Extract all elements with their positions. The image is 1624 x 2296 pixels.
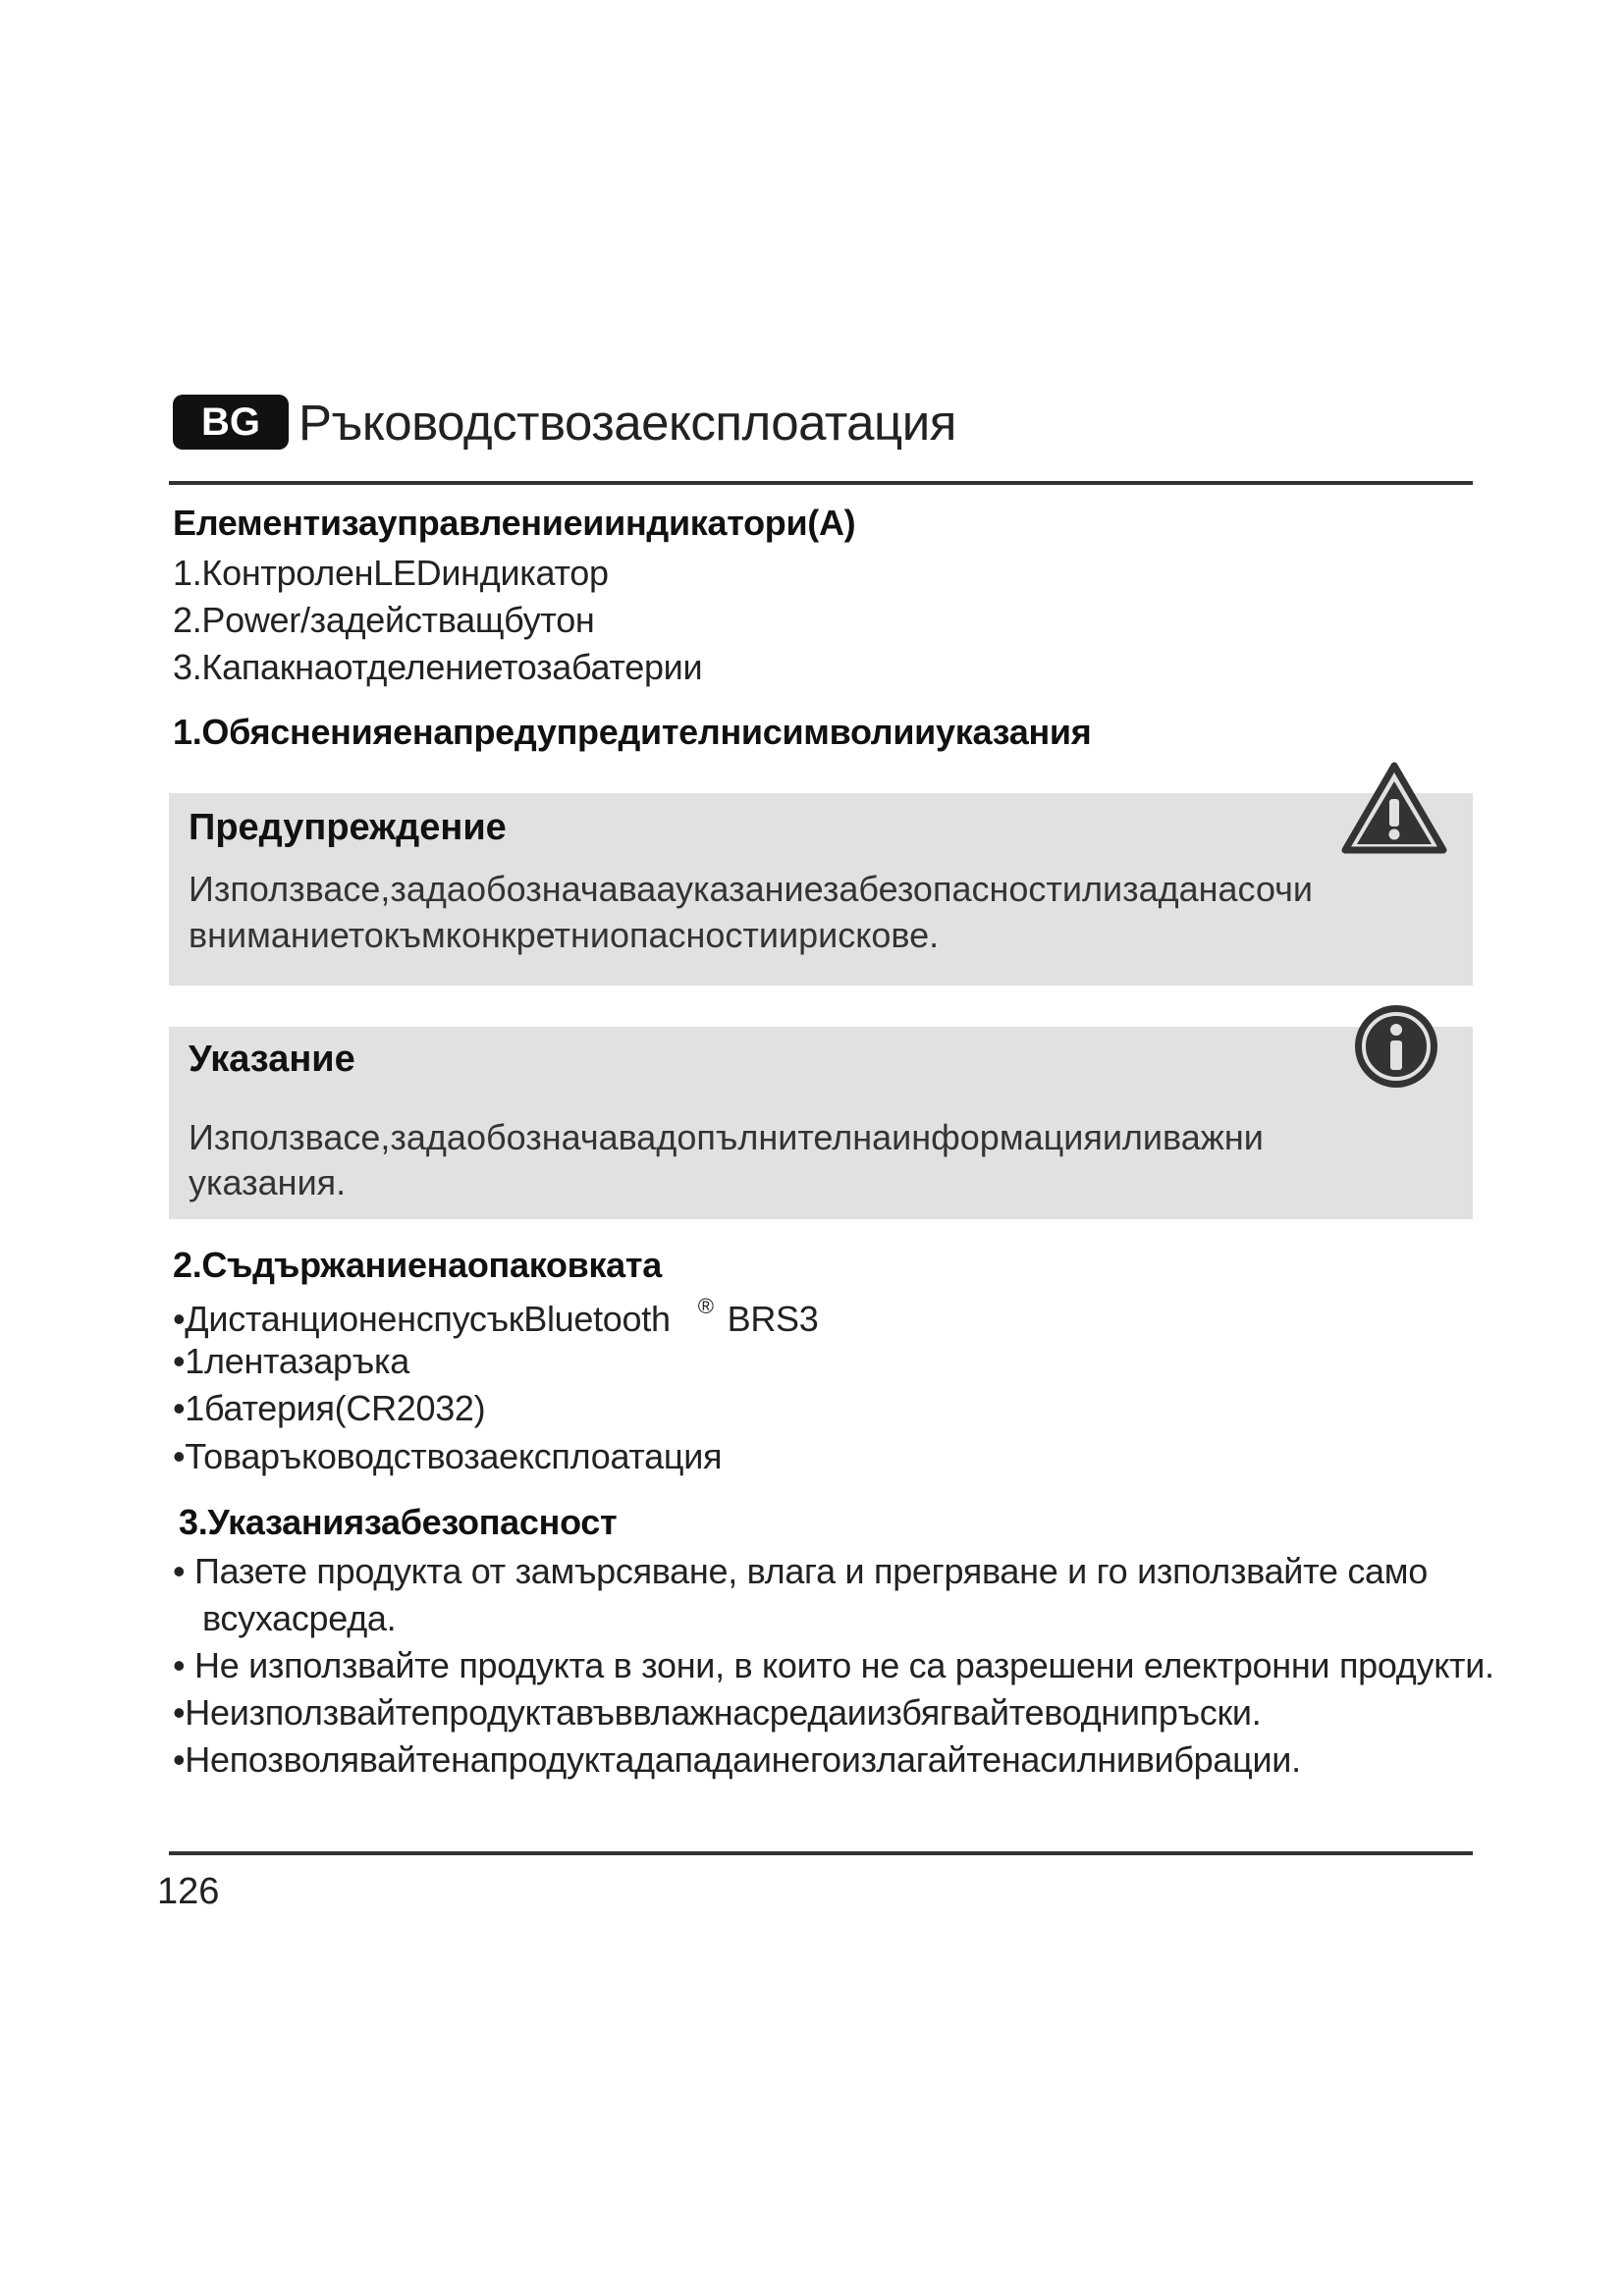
- note-line-2: указания.: [189, 1162, 347, 1202]
- controls-item-1: 1.КонтроленLEDиндикатор: [173, 553, 609, 593]
- note-title: Указание: [189, 1039, 355, 1080]
- safety-line-1: • Пазете продукта от замърсяване, влага и прегряване и го използвайте само: [173, 1551, 1428, 1591]
- safety-line-5: •Непозволявайтенапродуктадападаинегоизлагайтенасилнивибрации.: [173, 1739, 1301, 1780]
- header-rule: [169, 481, 1473, 485]
- safety-line-4: •Неизползвайтепродуктавъввлажнасредаиизбягвайтеводнипръски.: [173, 1692, 1262, 1733]
- note-line-1: Използвасе,задаобозначавадопълнителнаинформацияиливажни: [189, 1117, 1264, 1157]
- footer-rule: [169, 1851, 1473, 1855]
- safety-line-2: всухасреда.: [202, 1598, 397, 1638]
- controls-heading: Елементизауправлениеииндикатори(А): [173, 503, 856, 543]
- info-circle-icon: [1351, 1001, 1441, 1092]
- package-item-1: [173, 1294, 818, 1340]
- warning-title: Предупреждение: [189, 807, 507, 848]
- section1-heading: 1.Обясненияенапредупредителнисимволииуказания: [173, 712, 1092, 752]
- warning-line-1: Използвасе,задаобозначаваауказаниезабезопасностилизаданасочи: [189, 869, 1314, 909]
- section3-heading: 3.Указаниязабезопасност: [179, 1502, 618, 1542]
- package-item-3: •1батерия(CR2032): [173, 1388, 486, 1428]
- controls-item-2: 2.Power/задействащбутон: [173, 600, 595, 640]
- controls-item-3: 3.Капакнаотделениетозабатерии: [173, 647, 703, 687]
- package-item-1-model: BRS3: [727, 1299, 819, 1339]
- package-item-2: •1лентазаръка: [173, 1341, 409, 1381]
- warning-triangle-icon: [1341, 762, 1447, 856]
- package-item-4: •Товаръководствозаексплоатация: [173, 1436, 723, 1476]
- page-header: [173, 391, 956, 454]
- package-item-1-text: •ДистанционенспусъкBluetooth: [173, 1299, 671, 1339]
- registered-mark: ®: [697, 1294, 714, 1318]
- warning-line-2: вниманиетокъмконкретниопасностиирискове.: [189, 915, 940, 955]
- safety-line-3: • Не използвайте продукта в зони, в които не са разрешени електронни продукти.: [173, 1645, 1494, 1685]
- document-title: Ръководствозаексплоатация: [298, 394, 956, 451]
- section2-heading: 2.Съдържаниенаопаковката: [173, 1245, 662, 1285]
- page-number: 126: [157, 1871, 220, 1912]
- language-badge: BG: [173, 395, 289, 450]
